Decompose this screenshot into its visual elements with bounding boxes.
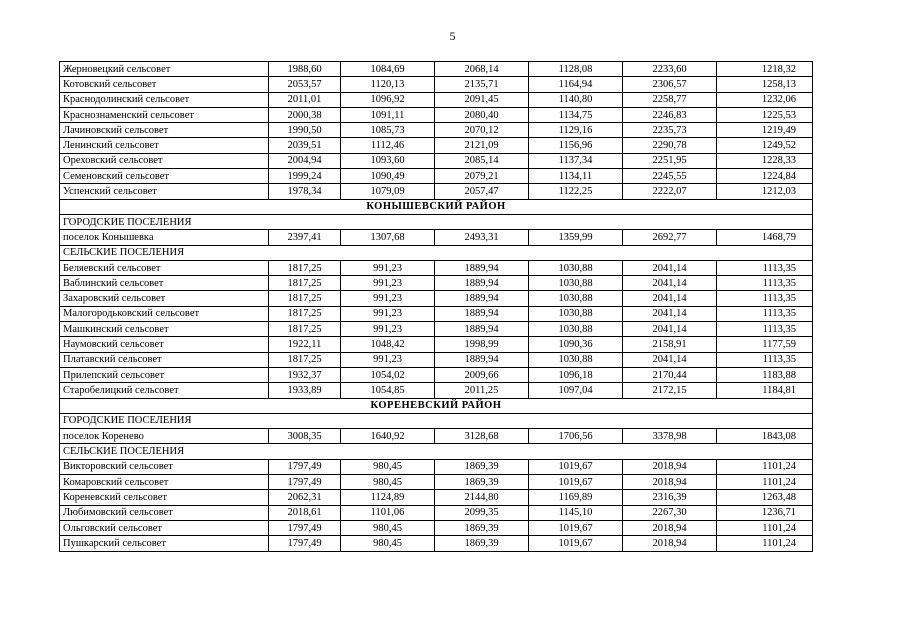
urban-group-label-row <box>60 214 813 229</box>
tariff-value: 2070,12 <box>435 123 529 138</box>
tariff-value: 1218,32 <box>717 62 813 77</box>
tariff-value: 1030,88 <box>529 291 623 306</box>
tariff-value: 1113,35 <box>717 291 813 306</box>
tariff-value: 1124,89 <box>341 490 435 505</box>
tariff-value: 980,45 <box>341 459 435 474</box>
tariff-value: 1101,24 <box>717 459 813 474</box>
table-row <box>60 475 813 490</box>
settlement-name: Ореховский сельсовет <box>60 153 269 168</box>
tariff-value: 1922,11 <box>269 337 341 352</box>
tariff-value: 1048,42 <box>341 337 435 352</box>
tariff-value: 2041,14 <box>623 276 717 291</box>
table-row <box>60 459 813 474</box>
table-row <box>60 123 813 138</box>
tariff-value: 1079,09 <box>341 184 435 199</box>
settlement-name: Прилепский сельсовет <box>60 367 269 382</box>
tariff-value: 2080,40 <box>435 107 529 122</box>
tariff-value: 2062,31 <box>269 490 341 505</box>
tariff-value: 1140,80 <box>529 92 623 107</box>
rural-group-label-row <box>60 444 813 459</box>
tariff-value: 1090,49 <box>341 169 435 184</box>
settlement-name: Лачиновский сельсовет <box>60 123 269 138</box>
tariff-value: 1843,08 <box>717 429 813 444</box>
tariff-value: 980,45 <box>341 536 435 551</box>
tariff-value: 1096,18 <box>529 367 623 382</box>
tariff-value: 1797,49 <box>269 520 341 535</box>
tariff-value: 1797,49 <box>269 459 341 474</box>
tariff-table <box>59 61 813 552</box>
tariff-value: 2493,31 <box>435 230 529 245</box>
tariff-value: 1019,67 <box>529 475 623 490</box>
tariff-value: 2041,14 <box>623 260 717 275</box>
tariff-value: 1112,46 <box>341 138 435 153</box>
tariff-value: 1990,50 <box>269 123 341 138</box>
tariff-value: 1030,88 <box>529 276 623 291</box>
tariff-table-body <box>60 62 813 552</box>
tariff-value: 1134,75 <box>529 107 623 122</box>
district-header: КОРЕНЕВСКИЙ РАЙОН <box>60 398 813 413</box>
tariff-value: 1101,06 <box>341 505 435 520</box>
tariff-value: 1164,94 <box>529 77 623 92</box>
tariff-value: 2011,01 <box>269 92 341 107</box>
tariff-value: 2170,44 <box>623 367 717 382</box>
settlement-name: Семеновский сельсовет <box>60 169 269 184</box>
table-row <box>60 306 813 321</box>
tariff-value: 2246,83 <box>623 107 717 122</box>
table-row <box>60 107 813 122</box>
table-row <box>60 367 813 382</box>
tariff-value: 1869,39 <box>435 475 529 490</box>
settlement-name: Ваблинский сельсовет <box>60 276 269 291</box>
tariff-value: 2099,35 <box>435 505 529 520</box>
tariff-value: 1156,96 <box>529 138 623 153</box>
tariff-value: 1101,24 <box>717 475 813 490</box>
tariff-value: 991,23 <box>341 260 435 275</box>
tariff-value: 2009,66 <box>435 367 529 382</box>
district-header-row <box>60 398 813 413</box>
tariff-value: 1932,37 <box>269 367 341 382</box>
tariff-value: 1113,35 <box>717 276 813 291</box>
tariff-value: 2251,95 <box>623 153 717 168</box>
tariff-value: 2041,14 <box>623 291 717 306</box>
table-row <box>60 153 813 168</box>
tariff-value: 1889,94 <box>435 352 529 367</box>
tariff-value: 1137,34 <box>529 153 623 168</box>
settlement-name: Ленинский сельсовет <box>60 138 269 153</box>
table-row <box>60 322 813 337</box>
tariff-value: 1054,02 <box>341 367 435 382</box>
table-row <box>60 352 813 367</box>
tariff-value: 2018,94 <box>623 459 717 474</box>
tariff-value: 1113,35 <box>717 260 813 275</box>
tariff-value: 1706,56 <box>529 429 623 444</box>
tariff-value: 1084,69 <box>341 62 435 77</box>
settlement-name: Викторовский сельсовет <box>60 459 269 474</box>
tariff-value: 1019,67 <box>529 520 623 535</box>
tariff-value: 1988,60 <box>269 62 341 77</box>
tariff-value: 2057,47 <box>435 184 529 199</box>
tariff-value: 2316,39 <box>623 490 717 505</box>
settlement-name: Наумовский сельсовет <box>60 337 269 352</box>
tariff-value: 2041,14 <box>623 306 717 321</box>
tariff-value: 2135,71 <box>435 77 529 92</box>
tariff-value: 1999,24 <box>269 169 341 184</box>
settlement-name: Комаровский сельсовет <box>60 475 269 490</box>
settlement-name: поселок Конышевка <box>60 230 269 245</box>
tariff-value: 1091,11 <box>341 107 435 122</box>
rural-group-label: СЕЛЬСКИЕ ПОСЕЛЕНИЯ <box>60 444 813 459</box>
tariff-value: 991,23 <box>341 291 435 306</box>
tariff-value: 2041,14 <box>623 352 717 367</box>
tariff-value: 980,45 <box>341 520 435 535</box>
tariff-value: 1817,25 <box>269 352 341 367</box>
table-row <box>60 276 813 291</box>
tariff-value: 2306,57 <box>623 77 717 92</box>
tariff-value: 1113,35 <box>717 306 813 321</box>
settlement-name: Кореневский сельсовет <box>60 490 269 505</box>
table-row <box>60 260 813 275</box>
tariff-value: 1097,04 <box>529 383 623 398</box>
tariff-value: 2091,45 <box>435 92 529 107</box>
tariff-value: 1869,39 <box>435 520 529 535</box>
tariff-value: 1093,60 <box>341 153 435 168</box>
settlement-name: Малогородьковский сельсовет <box>60 306 269 321</box>
page-number: 5 <box>449 29 456 43</box>
tariff-value: 1101,24 <box>717 520 813 535</box>
tariff-value: 1122,25 <box>529 184 623 199</box>
tariff-value: 2053,57 <box>269 77 341 92</box>
table-row <box>60 169 813 184</box>
table-row <box>60 337 813 352</box>
tariff-value: 2267,30 <box>623 505 717 520</box>
tariff-value: 1869,39 <box>435 459 529 474</box>
tariff-value: 2085,14 <box>435 153 529 168</box>
tariff-value: 1249,52 <box>717 138 813 153</box>
table-row <box>60 429 813 444</box>
tariff-value: 1090,36 <box>529 337 623 352</box>
table-row <box>60 505 813 520</box>
tariff-value: 1219,49 <box>717 123 813 138</box>
tariff-value: 1228,33 <box>717 153 813 168</box>
tariff-value: 2018,94 <box>623 536 717 551</box>
tariff-value: 1797,49 <box>269 475 341 490</box>
table-row <box>60 490 813 505</box>
tariff-value: 3378,98 <box>623 429 717 444</box>
urban-group-label: ГОРОДСКИЕ ПОСЕЛЕНИЯ <box>60 413 813 428</box>
tariff-value: 991,23 <box>341 306 435 321</box>
tariff-value: 1120,13 <box>341 77 435 92</box>
tariff-value: 1134,11 <box>529 169 623 184</box>
tariff-value: 1145,10 <box>529 505 623 520</box>
settlement-name: Беляевский сельсовет <box>60 260 269 275</box>
tariff-value: 1640,92 <box>341 429 435 444</box>
table-row <box>60 230 813 245</box>
table-row <box>60 536 813 551</box>
tariff-value: 1817,25 <box>269 306 341 321</box>
tariff-value: 1169,89 <box>529 490 623 505</box>
tariff-value: 1030,88 <box>529 306 623 321</box>
tariff-value: 3008,35 <box>269 429 341 444</box>
district-header: КОНЫШЕВСКИЙ РАЙОН <box>60 199 813 214</box>
settlement-name: Любимовский сельсовет <box>60 505 269 520</box>
tariff-value: 2692,77 <box>623 230 717 245</box>
tariff-value: 2235,73 <box>623 123 717 138</box>
tariff-value: 1869,39 <box>435 536 529 551</box>
tariff-value: 1263,48 <box>717 490 813 505</box>
table-row <box>60 383 813 398</box>
tariff-value: 2079,21 <box>435 169 529 184</box>
settlement-name: Краснознаменский сельсовет <box>60 107 269 122</box>
tariff-value: 1113,35 <box>717 352 813 367</box>
tariff-value: 1128,08 <box>529 62 623 77</box>
table-row <box>60 92 813 107</box>
tariff-value: 1030,88 <box>529 352 623 367</box>
rural-group-label-row <box>60 245 813 260</box>
tariff-value: 2041,14 <box>623 322 717 337</box>
settlement-name: Ольговский сельсовет <box>60 520 269 535</box>
tariff-value: 991,23 <box>341 322 435 337</box>
tariff-value: 2397,41 <box>269 230 341 245</box>
settlement-name: Котовский сельсовет <box>60 77 269 92</box>
tariff-value: 1889,94 <box>435 291 529 306</box>
tariff-value: 1183,88 <box>717 367 813 382</box>
settlement-name: Жерновецкий сельсовет <box>60 62 269 77</box>
tariff-value: 2000,38 <box>269 107 341 122</box>
urban-group-label-row <box>60 413 813 428</box>
tariff-value: 2158,91 <box>623 337 717 352</box>
tariff-value: 2039,51 <box>269 138 341 153</box>
tariff-value: 1817,25 <box>269 260 341 275</box>
tariff-value: 1933,89 <box>269 383 341 398</box>
tariff-value: 2018,94 <box>623 520 717 535</box>
urban-group-label: ГОРОДСКИЕ ПОСЕЛЕНИЯ <box>60 214 813 229</box>
tariff-value: 1889,94 <box>435 260 529 275</box>
tariff-value: 3128,68 <box>435 429 529 444</box>
tariff-value: 1085,73 <box>341 123 435 138</box>
settlement-name: Краснодолинский сельсовет <box>60 92 269 107</box>
tariff-value: 1054,85 <box>341 383 435 398</box>
tariff-value: 2172,15 <box>623 383 717 398</box>
tariff-value: 991,23 <box>341 352 435 367</box>
tariff-value: 1030,88 <box>529 322 623 337</box>
tariff-value: 1129,16 <box>529 123 623 138</box>
tariff-value: 2018,61 <box>269 505 341 520</box>
tariff-value: 980,45 <box>341 475 435 490</box>
settlement-name: Машкинский сельсовет <box>60 322 269 337</box>
tariff-value: 1817,25 <box>269 276 341 291</box>
tariff-value: 2245,55 <box>623 169 717 184</box>
tariff-value: 2018,94 <box>623 475 717 490</box>
tariff-value: 1113,35 <box>717 322 813 337</box>
tariff-value: 1101,24 <box>717 536 813 551</box>
tariff-value: 2290,78 <box>623 138 717 153</box>
tariff-value: 1978,34 <box>269 184 341 199</box>
tariff-value: 1096,92 <box>341 92 435 107</box>
tariff-value: 2068,14 <box>435 62 529 77</box>
table-row <box>60 77 813 92</box>
table-row <box>60 291 813 306</box>
tariff-value: 1258,13 <box>717 77 813 92</box>
table-row <box>60 138 813 153</box>
tariff-value: 1998,99 <box>435 337 529 352</box>
tariff-value: 2233,60 <box>623 62 717 77</box>
table-row <box>60 184 813 199</box>
settlement-name: Успенский сельсовет <box>60 184 269 199</box>
tariff-value: 1236,71 <box>717 505 813 520</box>
table-row <box>60 520 813 535</box>
tariff-value: 991,23 <box>341 276 435 291</box>
tariff-value: 1177,59 <box>717 337 813 352</box>
settlement-name: Старобелицкий сельсовет <box>60 383 269 398</box>
tariff-value: 2011,25 <box>435 383 529 398</box>
settlement-name: поселок Коренево <box>60 429 269 444</box>
tariff-value: 2121,09 <box>435 138 529 153</box>
tariff-value: 2004,94 <box>269 153 341 168</box>
tariff-value: 2222,07 <box>623 184 717 199</box>
tariff-value: 1797,49 <box>269 536 341 551</box>
tariff-value: 1184,81 <box>717 383 813 398</box>
tariff-value: 2144,80 <box>435 490 529 505</box>
tariff-value: 1019,67 <box>529 459 623 474</box>
tariff-value: 1030,88 <box>529 260 623 275</box>
tariff-value: 1232,06 <box>717 92 813 107</box>
tariff-value: 1889,94 <box>435 322 529 337</box>
table-row <box>60 62 813 77</box>
tariff-value: 1817,25 <box>269 322 341 337</box>
tariff-value: 1889,94 <box>435 306 529 321</box>
tariff-value: 1468,79 <box>717 230 813 245</box>
tariff-value: 2258,77 <box>623 92 717 107</box>
settlement-name: Платавский сельсовет <box>60 352 269 367</box>
tariff-value: 1224,84 <box>717 169 813 184</box>
tariff-value: 1212,03 <box>717 184 813 199</box>
tariff-value: 1817,25 <box>269 291 341 306</box>
tariff-value: 1889,94 <box>435 276 529 291</box>
district-header-row <box>60 199 813 214</box>
rural-group-label: СЕЛЬСКИЕ ПОСЕЛЕНИЯ <box>60 245 813 260</box>
tariff-value: 1019,67 <box>529 536 623 551</box>
settlement-name: Захаровский сельсовет <box>60 291 269 306</box>
tariff-value: 1359,99 <box>529 230 623 245</box>
settlement-name: Пушкарский сельсовет <box>60 536 269 551</box>
tariff-value: 1225,53 <box>717 107 813 122</box>
tariff-value: 1307,68 <box>341 230 435 245</box>
